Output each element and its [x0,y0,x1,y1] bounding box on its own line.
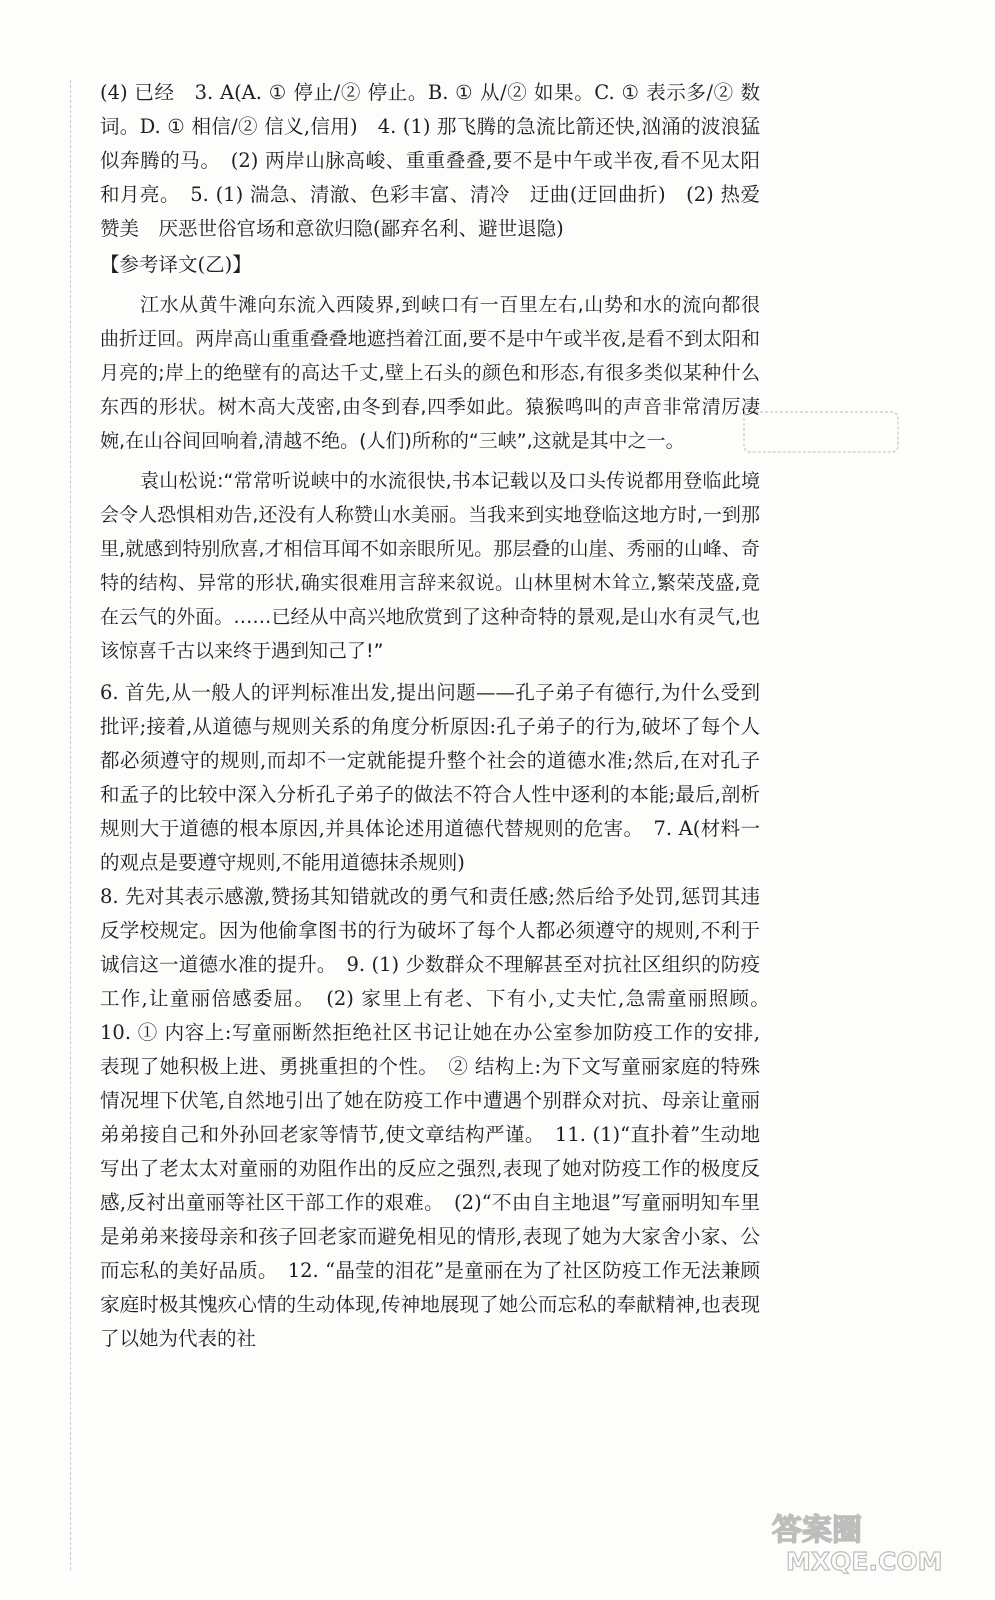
answer-paragraph-6-7: 6. 首先,从一般人的评判标准出发,提出问题——孔子弟子有德行,为什么受到批评;接着,从道德与规则关系的角度分析原因:孔子弟子的行为,破坏了每个人都必须遵守的规则,而却不一定就能提升整个社会的道德水准;然后,在对孔子和孟子的比较中深入分析孔子弟子的做法不符合人性中逐利的本能;最后,剖析规则大于道德的根本原因,并具体论述用道德代替规则的危害。 7. A(材料一的观点是要遵守规则,不能用道德抹杀规则) [100,681,760,874]
translation-paragraph-1: 江水从黄牛滩向东流入西陵界,到峡口有一百里左右,山势和水的流向都很曲折迂回。两岸高山重重叠叠地遮挡着江面,要不是中午或半夜,是看不到太阳和月亮的;岸上的绝壁有的高达千丈,壁上石头的颜色和形态,有很多类似某种什么东西的形状。树木高大茂密,由冬到春,四季如此。猿猴鸣叫的声音非常清厉凄婉,在山谷间回响着,清越不绝。(人们)所称的“三峡”,这就是其中之一。 [100,294,760,452]
translation-block [100,288,760,668]
answer-paragraph-1: (4) 已经 3. A(A. ① 停止/② 停止。B. ① 从/② 如果。C. ① 表示多/② 数词。D. ① 相信/② 信义,信用) 4. (1) 那飞腾的急流比箭还快,汹涌的波浪猛似奔腾的马。 (2) 两岸山脉高峻、重重叠叠,要不是中午或半夜,看不见太阳和月亮。 5. (1) 湍急、清澈、色彩丰富、清冷 迂曲(迂回曲折) (2) 热爱赞美 厌恶世俗官场和意欲归隐(鄙弃名利、避世退隐) [100,81,760,240]
watermark-logo [768,1506,963,1574]
answers-top [100,76,760,246]
translation-paragraph-2: 袁山松说:“常常听说峡中的水流很快,书本记载以及口头传说都用登临此境会令人恐惧相劝告,还没有人称赞山水美丽。当我来到实地登临这地方时,一到那里,就感到特别欣喜,才相信耳闻不如亲眼所见。那层叠的山崖、秀丽的山峰、奇特的结构、异常的形状,确实很难用言辞来叙说。山林里树木耸立,繁荣茂盛,竟在云气的外面。……已经从中高兴地欣赏到了这种奇特的景观,是山水有灵气,也该惊喜千古以来终于遇到知己了!” [100,470,760,662]
answer-paragraph-8-12: 8. 先对其表示感激,赞扬其知错就改的勇气和责任感;然后给予处罚,惩罚其违反学校规定。因为他偷拿图书的行为破坏了每个人都必须遵守的规则,不利于诚信这一道德水准的提升。 9. (1) 少数群众不理解甚至对抗社区组织的防疫工作,让童丽倍感委屈。 (2) 家里上有老、下有小,丈夫忙,急需童丽照顾。 10. ① 内容上:写童丽断然拒绝社区书记让她在办公室参加防疫工作的安排,表现了她积极上进、勇挑重担的个性。 ② 结构上:为下文写童丽家庭的特殊情况埋下伏笔,自然地引出了她在防疫工作中遭遇个别群众对抗、母亲让童丽弟弟接自己和外孙回老家等情节,使文章结构严谨。 11. (1)“直扑着”生动地写出了老太太对童丽的劝阻作出的反应之强烈,表现了她对防疫工作的极度反感,反衬出童丽等社区干部工作的艰难。 (2)“不由自主地退”写童丽明知车里是弟弟来接母亲和孩子回老家而避免相见的情形,表现了她为大家舍小家、公而忘私的美好品质。 12. “晶莹的泪花”是童丽在为了社区防疫工作无法兼顾家庭时极其愧疚心情的生动体现,传神地展现了她公而忘私的奉献精神,也表现了以她为代表的社 [100,885,780,1350]
faint-stamp-mark [742,410,900,454]
margin-dashed-line [70,80,71,1570]
svg-text:MXQE.COM: MXQE.COM [786,1547,943,1574]
answers-bottom [100,676,780,1356]
translation-title: 【参考译文(乙)】 [100,253,252,276]
svg-text:答案圈: 答案圈 [772,1513,862,1548]
page-content [100,76,780,1356]
